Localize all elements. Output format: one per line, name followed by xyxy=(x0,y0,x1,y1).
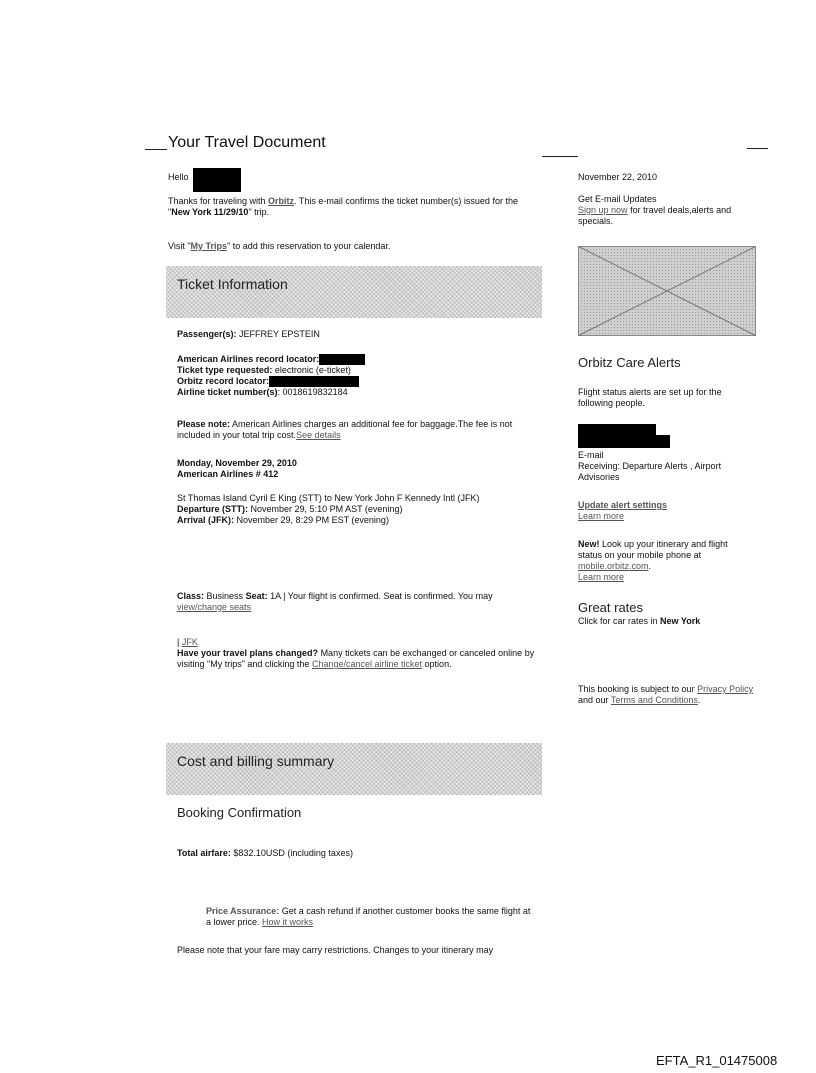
total-label: Total airfare: xyxy=(177,848,231,858)
rates-city: New York xyxy=(660,616,701,626)
intro-text: " trip. xyxy=(248,207,270,217)
jfk-line xyxy=(177,637,537,648)
note-label: Please note: xyxy=(177,419,231,429)
mobile-orbitz-link[interactable]: mobile.orbitz.com xyxy=(578,561,649,571)
aa-locator-line xyxy=(177,354,537,365)
ticket-information-title: Ticket Information xyxy=(177,276,288,292)
image-placeholder xyxy=(578,246,756,336)
sign-up-link[interactable]: Sign up now xyxy=(578,205,628,215)
baggage-note xyxy=(177,419,537,441)
class-label: Class: xyxy=(177,591,205,601)
visit-line xyxy=(168,241,540,252)
document-id: EFTA_R1_01475008 xyxy=(656,1053,778,1068)
changed-post: option. xyxy=(424,659,452,669)
care-alerts-title: Orbitz Care Alerts xyxy=(578,355,681,370)
learn-more-link[interactable]: Learn more xyxy=(578,511,625,521)
receiving-text: Receiving: Departure Alerts , Airport Advisories xyxy=(578,461,722,482)
view-change-seats-link[interactable]: view/change seats xyxy=(177,602,252,612)
total-airfare-line xyxy=(177,848,353,859)
email-label: E-mail xyxy=(578,450,604,460)
rates-text: Click for car rates in xyxy=(578,616,658,626)
greeting xyxy=(168,172,241,192)
restrictions-line: Please note that your fare may carry restrictions. Changes to your itinerary may xyxy=(177,945,494,955)
departure-label: Departure (STT): xyxy=(177,504,249,514)
header-rule-mid xyxy=(542,156,578,157)
seat-label: Seat: xyxy=(245,591,268,601)
assurance-label: Price Assurance: xyxy=(206,906,280,916)
arrival-label: Arrival (JFK): xyxy=(177,515,235,525)
sidebar-date: November 22, 2010 xyxy=(578,172,658,182)
ticket-number-line xyxy=(177,387,537,398)
cost-billing-title: Cost and billing summary xyxy=(177,753,335,769)
my-trips-link[interactable]: My Trips xyxy=(190,241,228,251)
alert-links xyxy=(578,500,667,522)
header-rule-left xyxy=(145,149,167,150)
intro-text: Thanks for traveling with xyxy=(168,196,269,206)
total-value: $832.10USD (including taxes) xyxy=(233,848,353,858)
car-rates-line[interactable] xyxy=(578,616,700,627)
privacy-pre: This booking is subject to our xyxy=(578,684,695,694)
jfk-link[interactable]: JFK xyxy=(181,637,198,647)
departure-value: November 29, 5:10 PM AST (evening) xyxy=(250,504,403,514)
seat-value: 1A | Your flight is confirmed. Seat is confirmed. You may xyxy=(270,591,493,601)
header-rule-right xyxy=(747,148,768,149)
jfk-prefix: | xyxy=(177,637,182,647)
class-value: Business xyxy=(206,591,244,601)
terms-link[interactable]: Terms and Conditions xyxy=(610,695,698,705)
changed-label: Have your travel plans changed? xyxy=(177,648,319,658)
changed-text: Many tickets can be exchanged or canceled online by visiting "My trips" and clicking the xyxy=(177,648,535,669)
orbitz-locator-line xyxy=(177,376,537,387)
page-title: Your Travel Document xyxy=(168,134,326,151)
assurance-text: Get a cash refund if another customer books the same flight at a lower price. xyxy=(206,906,531,927)
ticket-type-line xyxy=(177,365,537,376)
orbitz-link[interactable]: Orbitz xyxy=(268,196,295,206)
redaction-box xyxy=(578,435,670,448)
signup-text: for travel deals,alerts and specials. xyxy=(578,205,732,226)
new-text: Look up your itinerary and flight status on your mobile phone at xyxy=(578,539,728,560)
note-text: American Airlines charges an additional fee for baggage.The fee is not included in your total trip cost. xyxy=(177,419,513,440)
booking-confirmation-title: Booking Confirmation xyxy=(177,805,302,820)
intro-paragraph xyxy=(168,196,540,218)
flight-date: Monday, November 29, 2010 xyxy=(177,458,297,468)
email-updates xyxy=(578,194,756,227)
redaction-box xyxy=(193,168,241,192)
trip-name: New York 11/29/10 xyxy=(171,207,249,217)
passenger-label: Passenger(s): xyxy=(177,329,237,339)
flight-details xyxy=(177,493,537,526)
class-seat-line xyxy=(177,591,537,613)
price-assurance xyxy=(206,906,532,928)
ticket-information-banner xyxy=(166,266,542,318)
mobile-promo xyxy=(578,539,748,583)
care-alerts-text: Flight status alerts are set up for the following people. xyxy=(578,387,722,408)
passenger-line xyxy=(177,329,320,340)
learn-more-link[interactable]: Learn more xyxy=(578,572,625,582)
and-text: and our xyxy=(578,695,609,705)
visit-text: " to add this reservation to your calendar. xyxy=(227,241,391,251)
cost-billing-banner xyxy=(166,743,542,795)
great-rates-title: Great rates xyxy=(578,600,644,615)
route: St Thomas Island Cyril E King (STT) to New York John F Kennedy Intl (JFK) xyxy=(177,493,480,503)
period: . xyxy=(697,695,701,705)
alert-recipient xyxy=(578,450,750,483)
passenger-value: JEFFREY EPSTEIN xyxy=(239,329,320,339)
record-locators xyxy=(177,354,537,398)
see-details-link[interactable]: See details xyxy=(296,430,341,440)
ticket-number-label: Airline ticket number(s) xyxy=(177,387,278,397)
updates-title: Get E-mail Updates xyxy=(578,194,657,204)
visit-text: Visit " xyxy=(168,241,191,251)
change-cancel-link[interactable]: Change/cancel airline ticket xyxy=(311,659,423,669)
period: . xyxy=(648,561,652,571)
ticket-type-label: Ticket type requested: xyxy=(177,365,273,375)
arrival-value: November 29, 8:29 PM EST (evening) xyxy=(236,515,389,525)
flight-carrier: American Airlines # 412 xyxy=(177,469,279,479)
care-redaction xyxy=(578,424,670,448)
redaction-box xyxy=(319,354,365,365)
how-it-works-link[interactable]: How it works xyxy=(262,917,314,927)
greeting-text: Hello xyxy=(168,172,189,182)
update-alert-settings-link[interactable]: Update alert settings xyxy=(578,500,668,510)
ticket-number-value: : 0018619832184 xyxy=(277,387,348,397)
intro-text: . This e-mail confirms the ticket number(s) issued for the " xyxy=(168,196,518,217)
departure-line xyxy=(177,504,537,515)
privacy-terms xyxy=(578,684,756,706)
aa-locator-label: American Airlines record locator: xyxy=(177,354,320,364)
arrival-line xyxy=(177,515,537,526)
changed-text-block xyxy=(177,648,537,670)
changed-plans xyxy=(177,637,537,670)
redaction-box xyxy=(269,376,359,387)
signup-line xyxy=(578,205,756,227)
orbitz-locator-label: Orbitz record locator: xyxy=(177,376,270,386)
flight-header xyxy=(177,458,297,480)
privacy-policy-link[interactable]: Privacy Policy xyxy=(697,684,754,694)
ticket-type-value: electronic (e-ticket) xyxy=(274,365,351,375)
new-label: New! xyxy=(578,539,600,549)
